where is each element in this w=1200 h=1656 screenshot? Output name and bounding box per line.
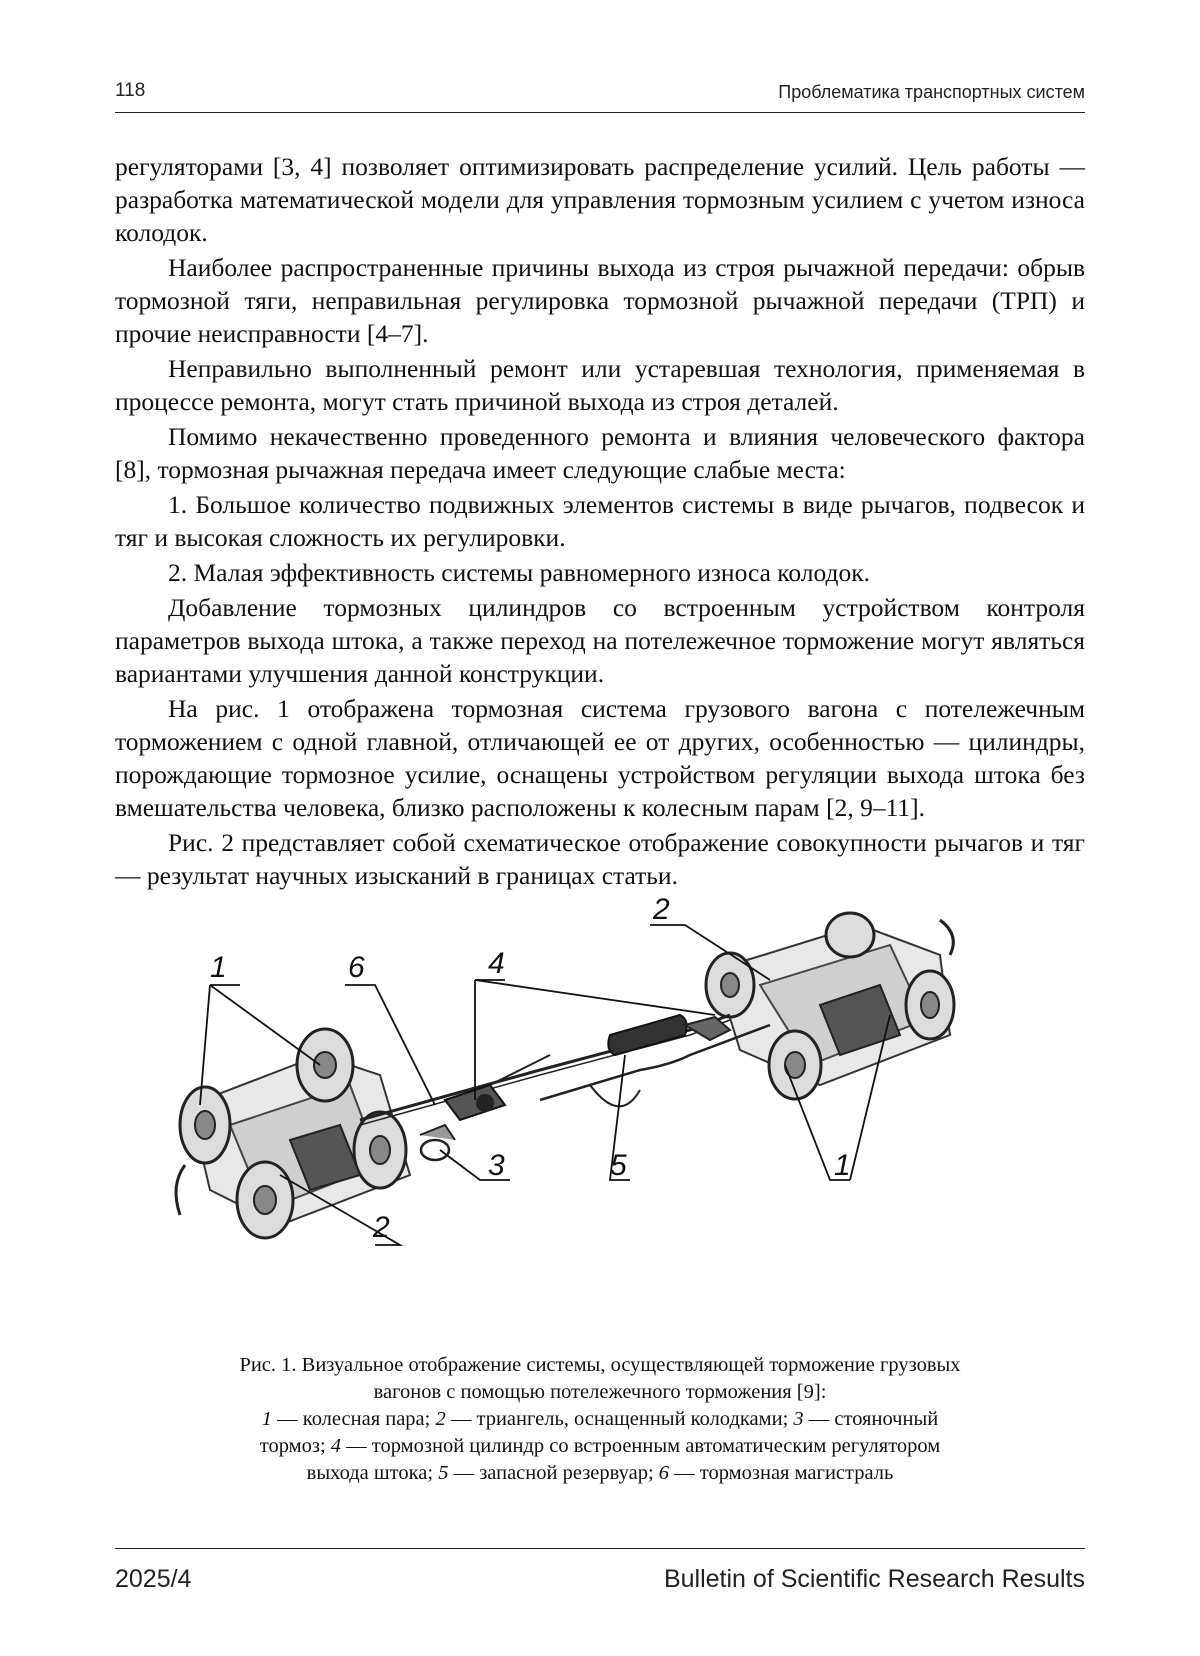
reservoir-cylinder	[608, 1015, 730, 1055]
paragraph: Рис. 2 представляет собой схематическое отображение совокупности рычагов и тяг — результат научных изысканий в границах статьи.	[115, 828, 1085, 890]
paragraph: Добавление тормозных цилиндров со встроенным устройством контроля параметров выхода штока, а также переход на потележечное торможение могут являться вариантами улучшения данной конструкции.	[115, 593, 1085, 688]
label-parking-brake: 3	[488, 1149, 505, 1182]
paragraph: На рис. 1 отображена тормозная система грузового вагона с потележечным торможением с одной главной, отличающей ее от других, особенностью — цилиндры, порождающие тормозное усилие, оснащены устройством регуляции выхода штока без вмешательства человека, близко расположены к колесным парам [2, 9–11].	[115, 694, 1085, 822]
running-footer	[115, 1548, 1085, 1593]
paragraph: Неправильно выполненный ремонт или устаревшая технология, применяемая в процессе ремонта, могут стать причиной выхода из строя деталей.	[115, 354, 1085, 416]
label-brake-main: 6	[348, 951, 365, 984]
list-item: 2. Малая эффективность системы равномерного износа колодок.	[168, 558, 871, 587]
journal-name: Bulletin of Scientific Research Results	[663, 1565, 1085, 1593]
legend-number: 3	[793, 1408, 804, 1430]
legend-number: 2	[435, 1408, 446, 1430]
page-number: 118	[115, 80, 146, 101]
body-text	[115, 150, 1085, 894]
left-bogie	[176, 1029, 410, 1238]
parking-brake-wheel	[420, 1125, 455, 1160]
legend-number: 1	[261, 1408, 273, 1430]
label-wheelset-left: 1	[210, 951, 227, 984]
brake-system-illustration	[170, 893, 1030, 1335]
right-bogie	[706, 913, 954, 1099]
legend-number: 5	[438, 1462, 449, 1484]
label-reservoir: 5	[610, 1149, 627, 1182]
section-title: Проблематика транспортных систем	[778, 82, 1085, 102]
caption-line: 1 — колесная пара; 2 — триангель, оснащенный колодками; 3 — стояночный	[261, 1408, 939, 1430]
legend-number: 4	[330, 1435, 342, 1457]
caption-line: выхода штока; 5 — запасной резервуар; 6 — тормозная магистраль	[306, 1462, 894, 1484]
caption-line: вагонов с помощью потележечного торможения [9]:	[373, 1381, 827, 1403]
label-wheelset-right: 1	[834, 1149, 851, 1182]
figure-brake-system	[170, 893, 1030, 1335]
legend-number: 6	[658, 1462, 670, 1484]
figure-caption	[150, 1352, 1050, 1487]
paragraph: Наиболее распространенные причины выхода из строя рычажной передачи: обрыв тормозной тяги, неправильная регулировка тормозной рычажной передачи (ТРП) и прочие неисправности [4–7].	[115, 253, 1085, 348]
paragraph: регуляторами [3, 4] позволяет оптимизировать распределение усилий. Цель работы — разработка математической модели для управления тормозным усилием с учетом износа колодок.	[115, 152, 1085, 247]
issue-number: 2025/4	[115, 1565, 192, 1593]
label-triangel-left: 2	[373, 1211, 390, 1244]
paragraph: Помимо некачественно проведенного ремонта и влияния человеческого фактора [8], тормозная рычажная передача имеет следующие слабые места:	[115, 422, 1085, 484]
running-header	[115, 76, 1085, 113]
list-item: 1. Большое количество подвижных элементов системы в виде рычагов, подвесок и тяг и высокая сложность их регулировки.	[115, 490, 1085, 552]
label-brake-cylinder: 4	[488, 947, 505, 980]
caption-line: тормоз; 4 — тормозной цилиндр со встроенным автоматическим регулятором	[259, 1435, 941, 1457]
label-triangel-right: 2	[653, 893, 670, 926]
caption-line: Рис. 1. Визуальное отображение системы, осуществляющей торможение грузовых	[239, 1354, 961, 1376]
